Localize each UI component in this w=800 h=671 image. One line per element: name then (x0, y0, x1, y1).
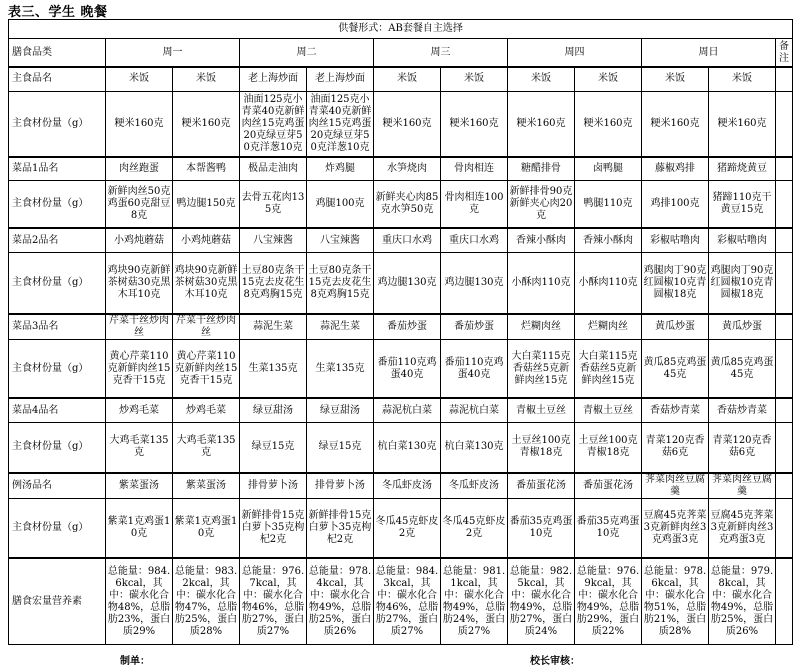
menu-cell: 总能量：978.4kcal，其中：碳水化合物49%，总脂肪25%，蛋白质26% (307, 558, 374, 644)
row-label: 主食材份量（g） (9, 252, 106, 313)
row-label: 主食材份量（g） (9, 340, 106, 398)
menu-cell: 猪蹄烧黄豆 (709, 157, 776, 181)
remark-cell (776, 67, 793, 92)
menu-cell: 烂糊肉丝 (508, 314, 575, 340)
menu-cell: 鸡腿肉丁90克红圆椒10克青圆椒18克 (709, 252, 776, 313)
menu-cell: 总能量：984.6kcal，其中：碳水化合物48%，总脂肪23%，蛋白质29% (106, 558, 173, 644)
menu-cell: 米饭 (709, 67, 776, 92)
menu-cell: 粳米160克 (575, 91, 642, 157)
row-label: 菜品3品名 (9, 314, 106, 340)
page-title: 表三、学生 晚餐 (8, 5, 108, 20)
menu-cell: 鸭腿110克 (575, 180, 642, 228)
menu-cell: 鸭边腿150克 (173, 180, 240, 228)
menu-cell: 鸡边腿130克 (441, 252, 508, 313)
menu-cell: 紫菜1克鸡蛋10克 (173, 499, 240, 558)
menu-cell: 米饭 (106, 67, 173, 92)
menu-cell: 老上海炒面 (240, 67, 307, 92)
menu-cell: 藤椒鸡排 (642, 157, 709, 181)
menu-table (8, 19, 793, 645)
remark-cell (776, 157, 793, 181)
item-name-row (9, 228, 793, 252)
menu-cell: 紫菜1克鸡蛋10克 (106, 499, 173, 558)
menu-cell: 老上海炒面 (307, 67, 374, 92)
item-name-row (9, 157, 793, 181)
menu-body (9, 67, 793, 645)
menu-cell: 蒜泥生菜 (240, 314, 307, 340)
menu-cell: 蒜泥杭白菜 (441, 398, 508, 423)
menu-cell: 八宝辣酱 (307, 228, 374, 252)
menu-cell: 炒鸡毛菜 (173, 398, 240, 423)
menu-cell: 杭白菜130克 (441, 423, 508, 473)
menu-cell: 粳米160克 (508, 91, 575, 157)
menu-cell: 黄心芹菜110克新鲜肉丝15克香干15克 (106, 340, 173, 398)
menu-cell: 鸡排100克 (642, 180, 709, 228)
row-label: 主食材份量（g） (9, 91, 106, 157)
remark-cell (776, 180, 793, 228)
menu-cell: 番茄110克鸡蛋40克 (374, 340, 441, 398)
menu-cell: 新鲜排骨15克白萝卜35克枸杞2克 (307, 499, 374, 558)
ingredient-row (9, 499, 793, 558)
menu-cell: 黄瓜85克鸡蛋45克 (642, 340, 709, 398)
menu-cell: 重庆口水鸡 (374, 228, 441, 252)
row-label: 主食品名 (9, 67, 106, 92)
menu-cell: 糖醋排骨 (508, 157, 575, 181)
header-day-5: 周日 (642, 39, 776, 67)
menu-cell: 油面125克小青菜40克新鲜肉丝15克鸡蛋20克绿豆芽50克洋葱10克 (240, 91, 307, 157)
menu-cell: 米饭 (642, 67, 709, 92)
menu-cell: 鸡边腿130克 (374, 252, 441, 313)
menu-cell: 芹菜干丝炒肉丝 (173, 314, 240, 340)
menu-cell: 土豆80克条干15克去皮花生8克鸡胸15克 (307, 252, 374, 313)
menu-cell: 总能量：976.9kcal，其中：碳水化合物49%，总脂肪29%，蛋白质22% (575, 558, 642, 644)
menu-cell: 青椒土豆丝 (508, 398, 575, 423)
menu-cell: 番茄110克鸡蛋40克 (441, 340, 508, 398)
menu-cell: 粳米160克 (441, 91, 508, 157)
row-label: 菜品1品名 (9, 157, 106, 181)
menu-cell: 粳米160克 (173, 91, 240, 157)
menu-cell: 土豆80克条干15克去皮花生8克鸡胸15克 (240, 252, 307, 313)
menu-cell: 黄瓜85克鸡蛋45克 (709, 340, 776, 398)
menu-cell: 米饭 (508, 67, 575, 92)
menu-cell: 总能量：979.8kcal，其中：碳水化合物49%，总脂肪25%，蛋白质26% (709, 558, 776, 644)
row-label: 主食材份量（g） (9, 423, 106, 473)
row-label: 主食材份量（g） (9, 180, 106, 228)
menu-cell: 彩椒咕噜肉 (642, 228, 709, 252)
menu-cell: 极品走油肉 (240, 157, 307, 181)
menu-cell: 总能量：982.5kcal，其中：碳水化合物49%，总脂肪27%，蛋白质24% (508, 558, 575, 644)
menu-cell: 八宝辣酱 (240, 228, 307, 252)
menu-cell: 总能量：984.3kcal，其中：碳水化合物46%，总脂肪27%，蛋白质27% (374, 558, 441, 644)
menu-cell: 粳米160克 (709, 91, 776, 157)
menu-cell: 黄心芹菜110克新鲜肉丝15克香干15克 (173, 340, 240, 398)
row-label: 例汤品名 (9, 473, 106, 499)
supply-form-cell: 供餐形式：AB套餐自主选择 (9, 20, 793, 39)
item-name-row (9, 398, 793, 423)
menu-cell: 彩椒咕噜肉 (709, 228, 776, 252)
row-label: 菜品2品名 (9, 228, 106, 252)
remark-cell (776, 499, 793, 558)
menu-cell: 排骨萝卜汤 (240, 473, 307, 499)
menu-cell: 新鲜夹心肉85克水笋50克 (374, 180, 441, 228)
menu-cell: 绿豆15克 (307, 423, 374, 473)
footer-maker: 制单： (120, 656, 150, 667)
menu-cell: 杭白菜130克 (374, 423, 441, 473)
menu-cell: 卤鸭腿 (575, 157, 642, 181)
menu-cell: 青菜120克香菇6克 (709, 423, 776, 473)
menu-cell: 总能量：981.1kcal，其中：碳水化合物49%，总脂肪24%，蛋白质27% (441, 558, 508, 644)
row-label: 菜品4品名 (9, 398, 106, 423)
menu-cell: 米饭 (575, 67, 642, 92)
menu-cell: 水笋烧肉 (374, 157, 441, 181)
header-row (9, 39, 793, 67)
header-day-3: 周三 (374, 39, 508, 67)
menu-cell: 米饭 (441, 67, 508, 92)
ingredient-row (9, 340, 793, 398)
remark-cell (776, 228, 793, 252)
ingredient-row (9, 252, 793, 313)
menu-cell: 蒜泥生菜 (307, 314, 374, 340)
menu-cell: 蒜泥杭白菜 (374, 398, 441, 423)
ingredient-row (9, 91, 793, 157)
footer-principal: 校长审核： (530, 656, 580, 667)
menu-cell: 香辣小酥肉 (508, 228, 575, 252)
menu-cell: 骨肉相连100克 (441, 180, 508, 228)
menu-cell: 番茄蛋花汤 (575, 473, 642, 499)
menu-cell: 绿豆甜汤 (307, 398, 374, 423)
menu-cell: 去骨五花肉135克 (240, 180, 307, 228)
menu-cell: 番茄炒蛋 (441, 314, 508, 340)
menu-cell: 本帮酱鸭 (173, 157, 240, 181)
menu-cell: 新鲜排骨15克白萝卜35克枸杞2克 (240, 499, 307, 558)
menu-cell: 冬瓜45克虾皮2克 (374, 499, 441, 558)
menu-cell: 大白菜115克香菇丝5克新鲜肉丝15克 (575, 340, 642, 398)
menu-cell: 大鸡毛菜135克 (106, 423, 173, 473)
remark-cell (776, 473, 793, 499)
menu-cell: 生菜135克 (307, 340, 374, 398)
remark-cell (776, 252, 793, 313)
menu-cell: 冬瓜虾皮汤 (441, 473, 508, 499)
menu-cell: 小鸡炖蘑菇 (106, 228, 173, 252)
menu-cell: 生菜135克 (240, 340, 307, 398)
header-remark: 备注 (776, 39, 793, 67)
menu-cell: 香菇炒青菜 (642, 398, 709, 423)
ingredient-row (9, 180, 793, 228)
menu-cell: 排骨萝卜汤 (307, 473, 374, 499)
menu-cell: 骨肉相连 (441, 157, 508, 181)
header-day-4: 周四 (508, 39, 642, 67)
menu-cell: 粳米160克 (374, 91, 441, 157)
menu-cell: 大鸡毛菜135克 (173, 423, 240, 473)
menu-cell: 番茄炒蛋 (374, 314, 441, 340)
menu-cell: 紫菜蛋汤 (173, 473, 240, 499)
menu-cell: 小酥肉110克 (575, 252, 642, 313)
menu-cell: 番茄35克鸡蛋10克 (575, 499, 642, 558)
menu-cell: 紫菜蛋汤 (106, 473, 173, 499)
menu-cell: 冬瓜45克虾皮2克 (441, 499, 508, 558)
header-category: 膳食品类 (9, 39, 106, 67)
menu-cell: 总能量：978.6kcal，其中：碳水化合物51%，总脂肪21%，蛋白质28% (642, 558, 709, 644)
menu-cell: 油面125克小青菜40克新鲜肉丝15克鸡蛋20克绿豆芽50克洋葱10克 (307, 91, 374, 157)
remark-cell (776, 398, 793, 423)
menu-cell: 烂糊肉丝 (575, 314, 642, 340)
menu-cell: 猪蹄110克干黄豆15克 (709, 180, 776, 228)
menu-cell: 鸡块90克新鲜茶树菇30克黑木耳10克 (173, 252, 240, 313)
menu-cell: 米饭 (374, 67, 441, 92)
menu-cell: 新鲜排骨90克新鲜夹心肉20克 (508, 180, 575, 228)
menu-cell: 黄瓜炒蛋 (709, 314, 776, 340)
menu-cell: 香菇炒青菜 (709, 398, 776, 423)
header-day-1: 周一 (106, 39, 240, 67)
menu-cell: 芹菜干丝炒肉丝 (106, 314, 173, 340)
header-day-2: 周二 (240, 39, 374, 67)
row-label: 主食材份量（g） (9, 499, 106, 558)
menu-cell: 荠菜肉丝豆腐羹 (709, 473, 776, 499)
menu-cell: 大白菜115克香菇丝5克新鲜肉丝15克 (508, 340, 575, 398)
menu-cell: 番茄蛋花汤 (508, 473, 575, 499)
remark-cell (776, 558, 793, 644)
menu-cell: 重庆口水鸡 (441, 228, 508, 252)
menu-cell: 荠菜肉丝豆腐羹 (642, 473, 709, 499)
menu-cell: 豆腐45克荠菜3克新鲜肉丝3克鸡蛋3克 (709, 499, 776, 558)
item-name-row (9, 558, 793, 644)
menu-cell: 米饭 (173, 67, 240, 92)
menu-cell: 鸡腿100克 (307, 180, 374, 228)
menu-cell: 炸鸡腿 (307, 157, 374, 181)
menu-cell: 总能量：976.7kcal，其中：碳水化合物46%，总脂肪27%，蛋白质27% (240, 558, 307, 644)
menu-cell: 肉丝跑蛋 (106, 157, 173, 181)
item-name-row (9, 67, 793, 92)
menu-cell: 番茄35克鸡蛋10克 (508, 499, 575, 558)
menu-cell: 鸡块90克新鲜茶树菇30克黑木耳10克 (106, 252, 173, 313)
menu-cell: 绿豆15克 (240, 423, 307, 473)
menu-cell: 总能量：983.2kcal，其中：碳水化合物47%，总脂肪25%，蛋白质28% (173, 558, 240, 644)
remark-cell (776, 423, 793, 473)
menu-cell: 鸡腿肉丁90克红圆椒10克青圆椒18克 (642, 252, 709, 313)
menu-cell: 香辣小酥肉 (575, 228, 642, 252)
remark-cell (776, 314, 793, 340)
item-name-row (9, 473, 793, 499)
item-name-row (9, 314, 793, 340)
ingredient-row (9, 423, 793, 473)
menu-cell: 小酥肉110克 (508, 252, 575, 313)
menu-cell: 土豆丝100克青椒18克 (508, 423, 575, 473)
menu-cell: 绿豆甜汤 (240, 398, 307, 423)
menu-cell: 豆腐45克荠菜3克新鲜肉丝3克鸡蛋3克 (642, 499, 709, 558)
supply-form-row (9, 20, 793, 39)
remark-cell (776, 340, 793, 398)
remark-cell (776, 91, 793, 157)
menu-cell: 炒鸡毛菜 (106, 398, 173, 423)
menu-cell: 粳米160克 (642, 91, 709, 157)
menu-cell: 粳米160克 (106, 91, 173, 157)
menu-cell: 土豆丝100克青椒18克 (575, 423, 642, 473)
menu-cell: 小鸡炖蘑菇 (173, 228, 240, 252)
row-label: 膳食宏量营养素 (9, 558, 106, 644)
menu-cell: 新鲜肉丝50克鸡蛋60克甜豆8克 (106, 180, 173, 228)
menu-cell: 青菜120克香菇6克 (642, 423, 709, 473)
menu-cell: 青椒土豆丝 (575, 398, 642, 423)
menu-cell: 冬瓜虾皮汤 (374, 473, 441, 499)
menu-cell: 黄瓜炒蛋 (642, 314, 709, 340)
